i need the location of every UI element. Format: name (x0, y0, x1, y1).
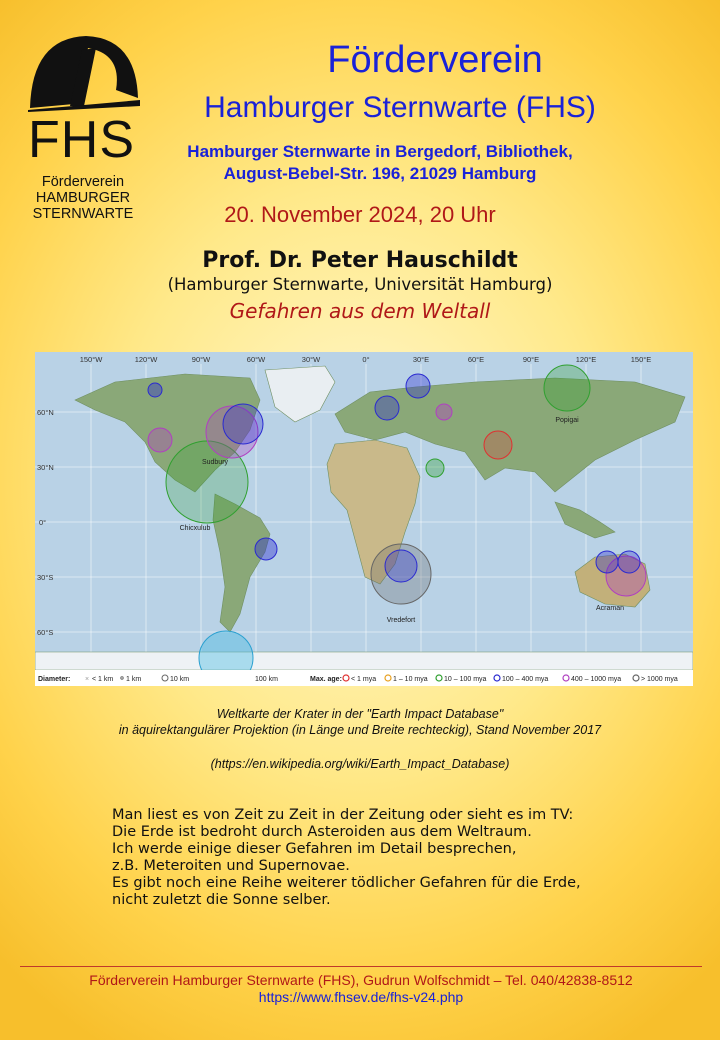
map-lon-label: 150°E (630, 355, 652, 364)
page-subtitle: Hamburger Sternwarte (FHS) (204, 91, 596, 124)
map-lon-label: 60°E (467, 355, 485, 364)
logo-line-3: STERNWARTE (32, 206, 134, 222)
talk-title: Gefahren aus dem Weltall (229, 299, 491, 323)
map-lat-label: 30°S (37, 573, 54, 582)
logo-line-2: HAMBURGER (35, 190, 131, 206)
abstract-line: Ich werde einige dieser Gefahren im Detail besprechen, (112, 841, 517, 857)
map-lat-label: 60°S (37, 628, 54, 637)
map-lat-label: 0° (39, 518, 47, 527)
map-lon-label: 120°W (134, 355, 158, 364)
legend-age-item: 1 – 10 mya (393, 676, 428, 683)
map-lon-label: 90°E (522, 355, 540, 364)
logo-line-1: Förderverein (41, 174, 125, 190)
legend-size-item: 10 km (170, 676, 190, 683)
map-lon-label: 0° (362, 355, 370, 364)
map-lat-label: 30°N (37, 463, 54, 472)
map-lon-label: 30°W (301, 355, 321, 364)
map-lon-label: 150°W (79, 355, 103, 364)
abstract-line: nicht zuletzt die Sonne selber. (112, 892, 331, 908)
map-source-url: (https://en.wikipedia.org/wiki/Earth_Impact_Database) (210, 757, 510, 771)
map-caption-line-2: in äquirektangulärer Projektion (in Länge und Breite rechteckig), Stand November 2017 (118, 723, 602, 737)
legend-size-item: 100 km (255, 676, 278, 683)
map-lon-label: 60°W (246, 355, 266, 364)
abstract-line: Die Erde ist bedroht durch Asteroiden aus dem Weltraum. (112, 824, 532, 840)
address-line-1: Hamburger Sternwarte in Bergedorf, Bibliothek, (187, 142, 573, 161)
svg-text:×: × (85, 676, 90, 683)
footer-contact: Förderverein Hamburger Sternwarte (FHS), Gudrun Wolfschmidt – Tel. 040/42838-8512 (89, 972, 633, 988)
legend-size-item: 1 km (126, 676, 142, 683)
map-lat-label: 60°N (37, 408, 54, 417)
crater-label-sudbury: Sudbury (201, 459, 229, 466)
legend-age-label: Max. age: (310, 676, 342, 683)
abstract-line: Man liest es von Zeit zu Zeit in der Zeitung oder sieht es im TV: (112, 807, 574, 823)
legend-age-item: 10 – 100 mya (444, 676, 487, 683)
impact-crater-world-map (35, 352, 693, 686)
legend-diameter-label: Diameter: (38, 676, 71, 683)
address-line-2: August-Bebel-Str. 196, 21029 Hamburg (223, 164, 537, 183)
legend-age-item: 100 – 400 mya (502, 676, 549, 683)
footer-url[interactable]: https://www.fhsev.de/fhs-v24.php (258, 989, 464, 1005)
map-lon-label: 120°E (575, 355, 597, 364)
speaker-affiliation: (Hamburger Sternwarte, Universität Hamburg) (167, 275, 553, 294)
speaker-name: Prof. Dr. Peter Hauschildt (202, 248, 518, 273)
logo-abbreviation: FHS (28, 111, 135, 169)
legend-age-item: 400 – 1000 mya (571, 676, 622, 683)
map-lon-label: 30°E (412, 355, 430, 364)
talk-abstract (112, 807, 672, 909)
crater-label-acraman: Acraman (595, 605, 625, 612)
footer-divider (20, 966, 702, 967)
legend-size-item: < 1 km (92, 676, 114, 683)
crater-label-chicxulub: Chicxulub (179, 525, 211, 532)
page-title: Förderverein (327, 39, 543, 81)
crater-label-vredefort: Vredefort (386, 617, 416, 624)
legend-age-item: < 1 mya (351, 676, 377, 683)
crater-label-popigai: Popigai (555, 417, 579, 424)
map-lon-label: 90°W (191, 355, 211, 364)
map-caption-line-1: Weltkarte der Krater in der "Earth Impact Database" (216, 707, 504, 721)
event-date: 20. November 2024, 20 Uhr (224, 202, 496, 227)
abstract-line: z.B. Meteroiten und Supernovae. (112, 858, 350, 874)
legend-age-item: > 1000 mya (641, 676, 678, 683)
abstract-line: Es gibt noch eine Reihe weiterer tödlicher Gefahren für die Erde, (112, 875, 581, 891)
